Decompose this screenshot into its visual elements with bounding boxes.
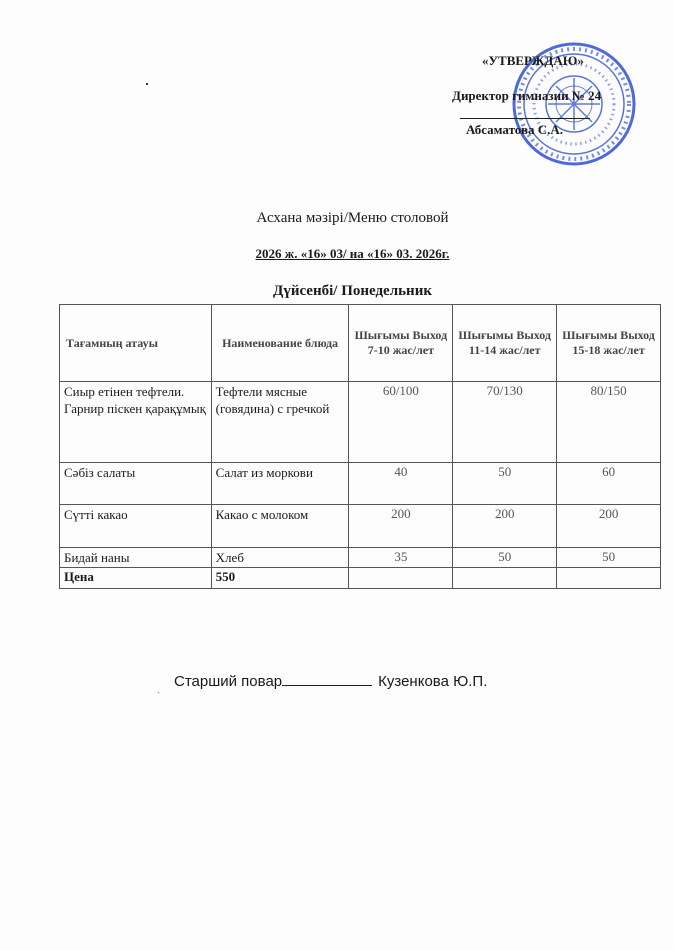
dish-kz: Сүтті какао (60, 505, 212, 548)
empty-cell (349, 568, 453, 589)
header-yield-7-10: Шығымы Выход 7-10 жас/лет (349, 305, 453, 382)
yield-7-10: 35 (349, 548, 453, 568)
dish-ru: Какао с молоком (211, 505, 349, 548)
cook-signature-line (174, 671, 487, 690)
price-row (60, 568, 661, 589)
header-yield-15-18: Шығымы Выход 15-18 жас/лет (557, 305, 661, 382)
yield-11-14: 70/130 (453, 382, 557, 463)
empty-cell (557, 568, 661, 589)
scan-mark: ˏ (157, 683, 161, 694)
table-row (60, 548, 661, 568)
approval-name: Абсаматова С.А. (466, 122, 564, 137)
menu-day: Дүйсенбі/ Понедельник (273, 283, 432, 299)
yield-11-14: 50 (453, 548, 557, 568)
dish-ru: Тефтели мясные (говядина) с гречкой (211, 382, 349, 463)
cook-label: Старший повар (174, 673, 283, 690)
yield-15-18: 60 (557, 463, 661, 505)
dish-ru: Хлеб (211, 548, 349, 568)
signature-line (460, 118, 590, 119)
menu-title: Асхана мәзірі/Меню столовой (256, 210, 449, 226)
yield-11-14: 200 (453, 505, 557, 548)
cook-name: Кузенкова Ю.П. (378, 673, 488, 690)
dish-kz: Сиыр етінен тефтели. Гарнир піскен қарақұмық (60, 382, 212, 463)
yield-15-18: 80/150 (557, 382, 661, 463)
dish-ru: Салат из моркови (211, 463, 349, 505)
header-kz-name: Тағамның атауы (60, 305, 212, 382)
yield-7-10: 200 (349, 505, 453, 548)
table-row (60, 505, 661, 548)
table-header-row (60, 305, 661, 382)
dish-kz: Бидай наны (60, 548, 212, 568)
menu-table (59, 304, 661, 589)
price-label: Цена (60, 568, 212, 589)
header-yield-11-14: Шығымы Выход 11-14 жас/лет (453, 305, 557, 382)
empty-cell (453, 568, 557, 589)
dish-kz: Сәбіз салаты (60, 463, 212, 505)
approval-heading: «УТВЕРЖДАЮ» (482, 53, 584, 68)
header-ru-name: Наименование блюда (211, 305, 349, 382)
yield-15-18: 200 (557, 505, 661, 548)
scan-speck (146, 83, 148, 85)
table-row (60, 382, 661, 463)
yield-7-10: 60/100 (349, 382, 453, 463)
price-value: 550 (211, 568, 349, 589)
approval-position: Директор гимназии № 24 (452, 88, 602, 103)
yield-15-18: 50 (557, 548, 661, 568)
yield-7-10: 40 (349, 463, 453, 505)
menu-date: 2026 ж. «16» 03/ на «16» 03. 2026г. (255, 246, 450, 261)
signature-blank (282, 671, 372, 686)
table-row (60, 463, 661, 505)
yield-11-14: 50 (453, 463, 557, 505)
